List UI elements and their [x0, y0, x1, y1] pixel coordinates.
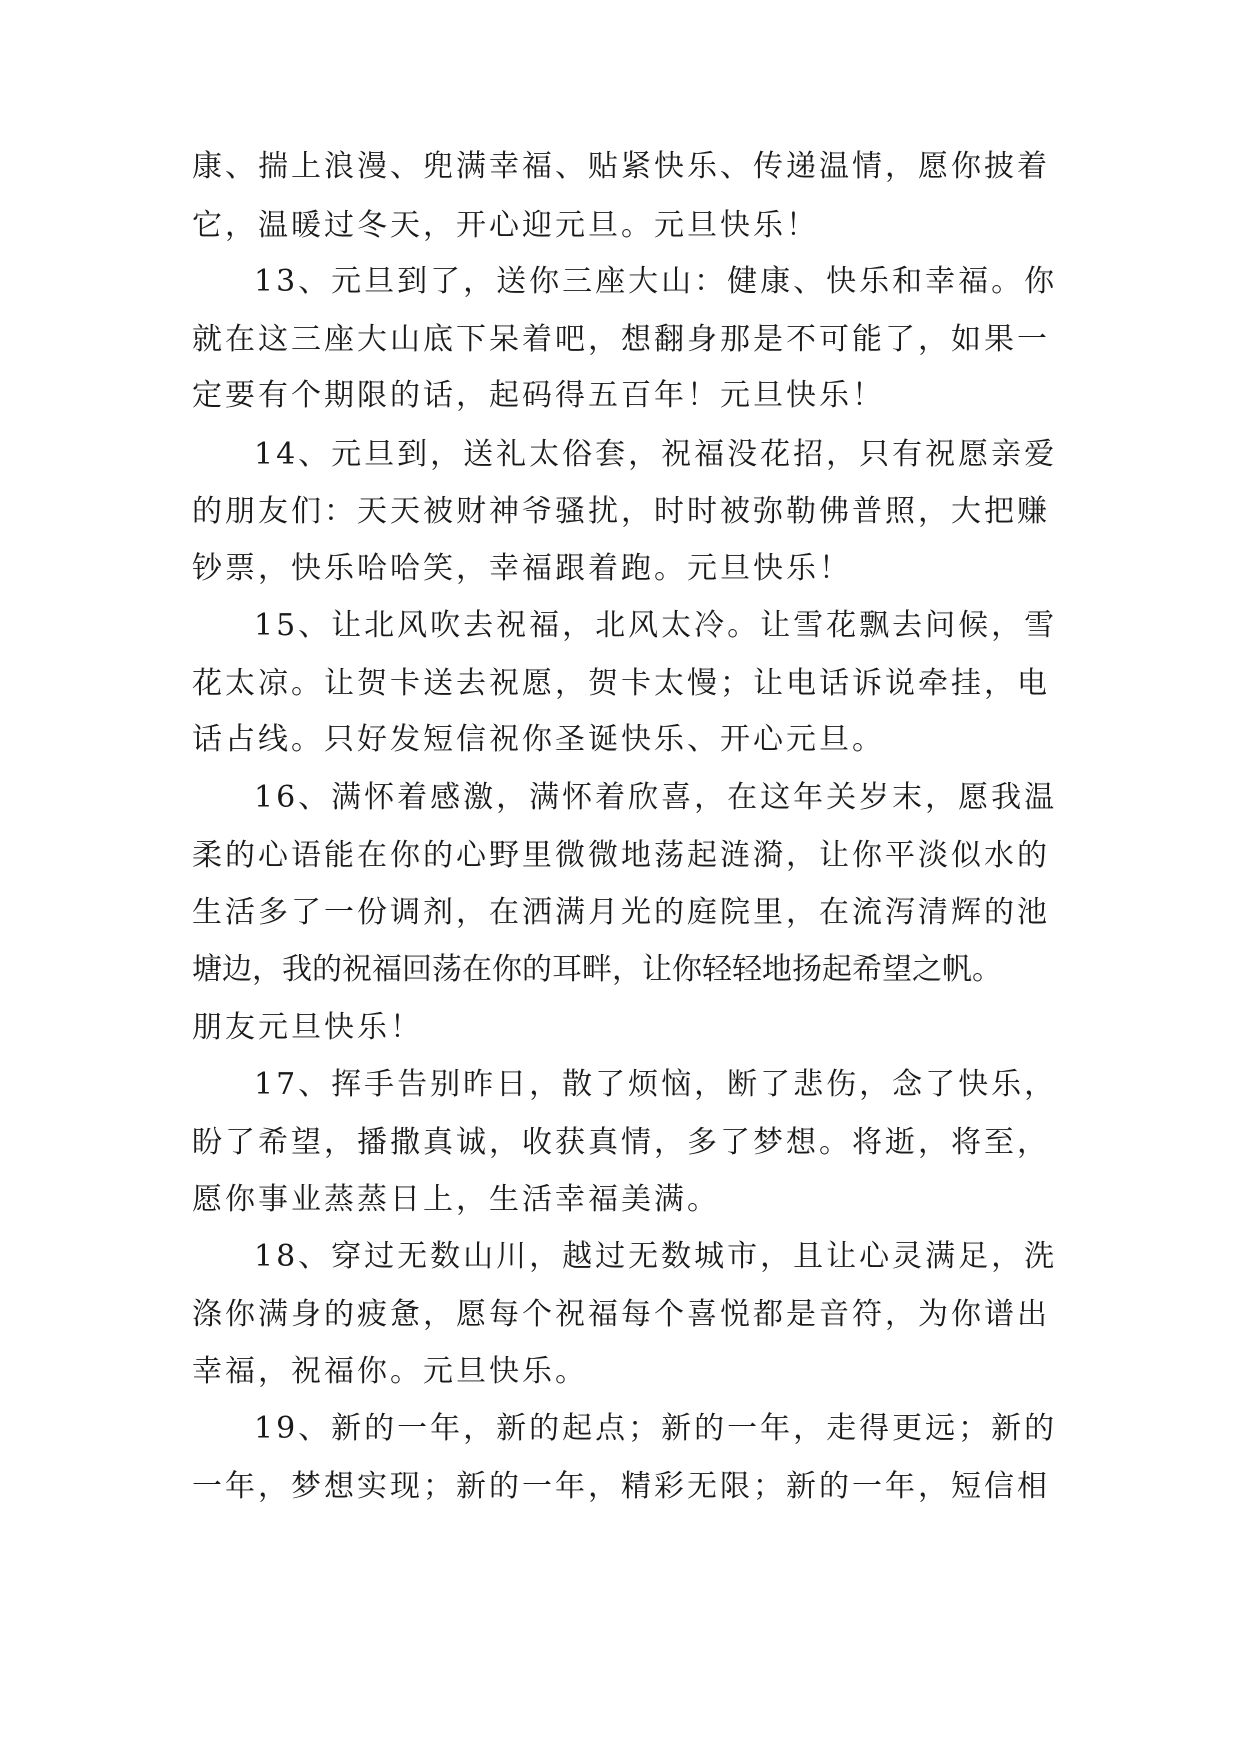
text-line: 涤你满身的疲惫，愿每个祝福每个喜悦都是音符，为你谱出 — [192, 1297, 1050, 1332]
text-line: 愿你事业蒸蒸日上，生活幸福美满。 — [192, 1182, 720, 1217]
paragraph-16-start: 16、满怀着感激，满怀着欣喜，在这年关岁末，愿我温 — [254, 780, 1058, 815]
text-line: 生活多了一份调剂，在洒满月光的庭院里，在流泻清辉的池 — [192, 895, 1050, 930]
text-line: 的朋友们：天天被财神爷骚扰，时时被弥勒佛普照，大把赚 — [192, 494, 1050, 529]
paragraph-17-start: 17、挥手告别昨日，散了烦恼，断了悲伤，念了快乐， — [254, 1067, 1058, 1102]
text-line: 一年，梦想实现；新的一年，精彩无限；新的一年，短信相 — [192, 1469, 1050, 1504]
paragraph-14-start: 14、元旦到，送礼太俗套，祝福没花招，只有祝愿亲爱 — [254, 437, 1058, 472]
text-line: 就在这三座大山底下呆着吧，想翻身那是不可能了，如果一 — [192, 322, 1050, 357]
text-line: 幸福，祝福你。元旦快乐。 — [192, 1354, 588, 1389]
paragraph-18-start: 18、穿过无数山川，越过无数城市，且让心灵满足，洗 — [254, 1239, 1058, 1274]
text-line: 康、揣上浪漫、兜满幸福、贴紧快乐、传递温情，愿你披着 — [192, 149, 1050, 184]
paragraph-13-start: 13、元旦到了，送你三座大山：健康、快乐和幸福。你 — [254, 264, 1058, 299]
text-line: 它，温暖过冬天，开心迎元旦。元旦快乐！ — [192, 208, 819, 243]
text-line: 柔的心语能在你的心野里微微地荡起涟漪，让你平淡似水的 — [192, 838, 1050, 873]
text-line: 朋友元旦快乐！ — [192, 1010, 423, 1045]
paragraph-15-start: 15、让北风吹去祝福，北风太冷。让雪花飘去问候，雪 — [254, 608, 1058, 643]
text-line: 定要有个期限的话，起码得五百年！元旦快乐！ — [192, 378, 885, 413]
text-line: 盼了希望，播撒真诚，收获真情，多了梦想。将逝，将至， — [192, 1125, 1050, 1160]
text-line: 钞票，快乐哈哈笑，幸福跟着跑。元旦快乐！ — [192, 551, 852, 586]
paragraph-19-start: 19、新的一年，新的起点；新的一年，走得更远；新的 — [254, 1411, 1058, 1446]
text-line: 塘边，我的祝福回荡在你的耳畔，让你轻轻地扬起希望之帆。 — [192, 952, 1002, 987]
text-line: 花太凉。让贺卡送去祝愿，贺卡太慢；让电话诉说牵挂，电 — [192, 666, 1050, 701]
text-line: 话占线。只好发短信祝你圣诞快乐、开心元旦。 — [192, 722, 885, 757]
